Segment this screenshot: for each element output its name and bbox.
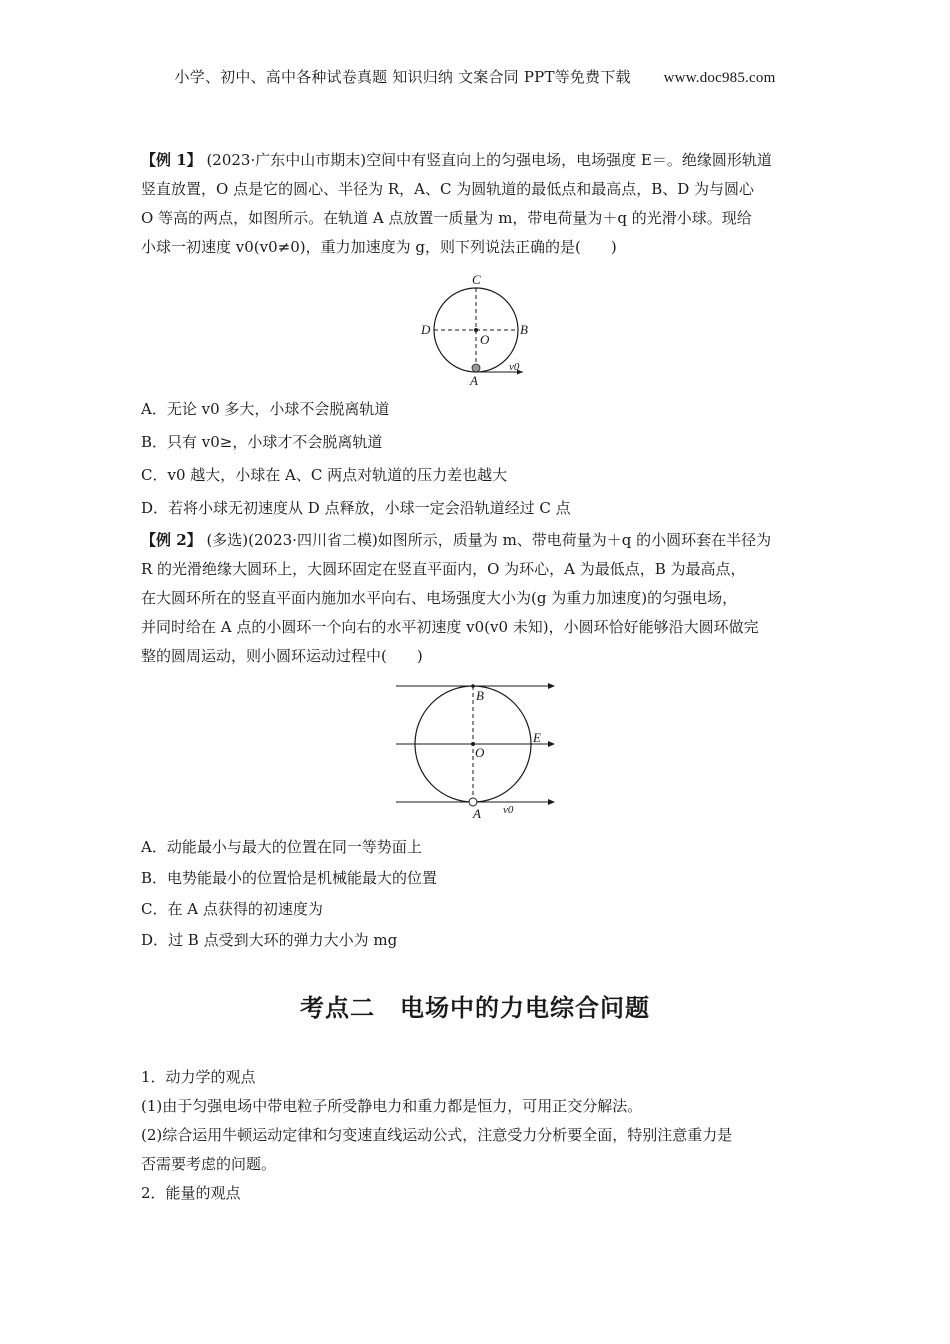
field-arrow-bottom (548, 799, 555, 805)
label-d: D (421, 322, 431, 337)
example-2-text (141, 526, 811, 671)
section-item-3: (2)综合运用牛顿运动定律和匀变速直线运动公式，注意受力分析要全面，特别注意重力是 (141, 1126, 733, 1144)
field-arrow-top (548, 683, 555, 689)
example-1-text (141, 146, 811, 262)
label-o: O (475, 745, 485, 760)
label-e: E (533, 730, 541, 745)
example-2-line-4: 并同时给在 A 点的小圆环一个向右的水平初速度 v0(v0 未知)，小圆环恰好能够沿大圆环做完 (141, 618, 759, 636)
example-1-option-a: A．无论 v0 多大，小球不会脱离轨道 (141, 400, 390, 418)
example-1-line-2: 竖直放置，O 点是它的圆心、半径为 R，A、C 为圆轨道的最低点和最高点，B、D 为与圆心 (141, 180, 755, 198)
ball (472, 364, 480, 372)
label-a: A (470, 373, 478, 386)
top-dot (471, 684, 475, 688)
label-v0: v0 (509, 361, 520, 373)
example-2-figure (392, 680, 562, 822)
page-header (0, 66, 950, 87)
center-dot (474, 328, 478, 332)
small-ring (469, 798, 477, 806)
header-text: 小学、初中、高中各种试卷真题 知识归纳 文案合同 PPT等免费下载 (174, 68, 631, 86)
example-2-option-b: B．电势能最小的位置恰是机械能最大的位置 (141, 869, 438, 887)
example-1-figure (415, 274, 535, 386)
example-2-option-c: C．在 A 点获得的初速度为 (141, 900, 323, 918)
example-2-tag: 【例 2】 (141, 531, 202, 549)
label-v0: v0 (503, 804, 514, 816)
example-1-option-b: B．只有 v0≥，小球才不会脱离轨道 (141, 433, 383, 451)
example-1-option-c: C．v0 越大，小球在 A、C 两点对轨道的压力差也越大 (141, 466, 508, 484)
example-2-line-1: (多选)(2023·四川省二模)如图所示，质量为 m、带电荷量为＋q 的小圆环套在半径为 (206, 531, 772, 549)
section-item-4: 否需要考虑的问题。 (141, 1155, 277, 1173)
example-1-tag: 【例 1】 (141, 151, 202, 169)
example-1-line-1: (2023·广东中山市期末)空间中有竖直向上的匀强电场，电场强度 E＝。绝缘圆形轨道 (206, 151, 772, 169)
example-2-line-2: R 的光滑绝缘大圆环上，大圆环固定在竖直平面内，O 为环心，A 为最低点，B 为最高点， (141, 560, 746, 578)
example-2-option-a: A．动能最小与最大的位置在同一等势面上 (141, 838, 422, 856)
label-o: O (480, 332, 490, 347)
section-item-5: 2．能量的观点 (141, 1184, 241, 1202)
example-1-line-3: O 等高的两点，如图所示。在轨道 A 点放置一质量为 m，带电荷量为＋q 的光滑小球。现给 (141, 209, 752, 227)
label-b: B (520, 322, 528, 337)
section-body (141, 1063, 811, 1208)
example-2-line-3: 在大圆环所在的竖直平面内施加水平向右、电场强度大小为(g 为重力加速度)的匀强电场， (141, 589, 738, 607)
label-a: A (473, 806, 481, 821)
section-item-2: (1)由于匀强电场中带电粒子所受静电力和重力都是恒力，可用正交分解法。 (141, 1097, 643, 1115)
section-title: 考点二 电场中的力电综合问题 (300, 994, 650, 1022)
header-site: www.doc985.com (663, 70, 776, 86)
example-2-line-5: 整的圆周运动，则小圆环运动过程中( ) (141, 647, 423, 665)
label-c: C (472, 274, 481, 287)
example-1-option-d: D．若将小球无初速度从 D 点释放，小球一定会沿轨道经过 C 点 (141, 499, 571, 517)
section-item-1: 1．动力学的观点 (141, 1068, 256, 1086)
label-b: B (476, 688, 484, 703)
field-arrow-middle (548, 741, 555, 747)
example-1-line-4: 小球一初速度 v0(v0≠0)，重力加速度为 g，则下列说法正确的是( ) (141, 238, 617, 256)
example-2-option-d: D．过 B 点受到大环的弹力大小为 mg (141, 931, 398, 949)
